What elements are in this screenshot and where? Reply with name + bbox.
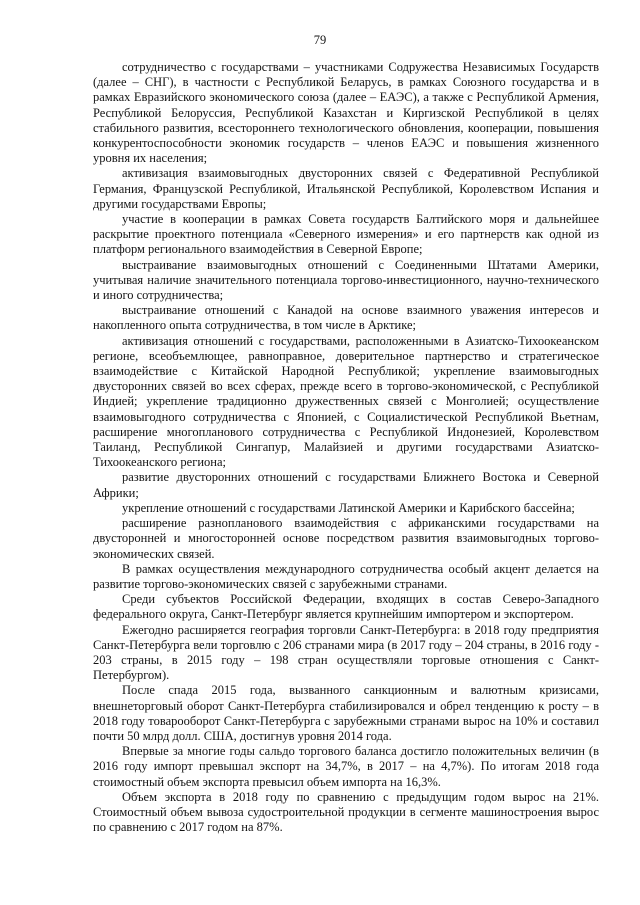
paragraph-spb-importer: Среди субъектов Российской Федерации, входящих в состав Северо-Западного федерального округа, Санкт-Петербург является крупнейшим импортером и экспортером. [93, 592, 599, 622]
document-body [93, 60, 599, 835]
paragraph-baltic: участие в кооперации в рамках Совета государств Балтийского моря и дальнейшее раскрытие проектного потенциала «Северного измерения» и его партнерств как одной из платформ регионального взаимодействия в Северной Европе; [93, 212, 599, 257]
paragraph-export-volume: Объем экспорта в 2018 году по сравнению с предыдущим годом вырос на 21%. Стоимостный объем вывоза судостроительной продукции в сегменте машиностроения вырос по сравнению с 2017 годом на 87%. [93, 789, 599, 835]
paragraph-canada: выстраивание отношений с Канадой на основе взаимного уважения интересов и накопленного опыта сотрудничества, в том числе в Арктике; [93, 303, 599, 333]
paragraph-europe: активизация взаимовыгодных двусторонних связей с Федеративной Республикой Германия, Французской Республикой, Итальянской Республикой, Королевством Испания и другими государствами Европы; [93, 166, 599, 211]
paragraph-asia-pacific: активизация отношений с государствами, расположенными в Азиатско-Тихоокеанском регионе, всеобъемлющее, равноправное, доверительное партнерство и стратегическое взаимодействие с Китайской Народной Республикой; укрепление взаимовыгодных двусторонних связей во всех сферах, прежде всего в торгово-экономической, с Республикой Индией; укрепление традиционно дружественных связей с Монголией; осуществление взаимовыгодного сотрудничества с Японией, с Социалистической Республикой Вьетнам, расширение многопланового сотрудничества с Республикой Индонезией, Королевством Таиланд, Республикой Сингапур, Малайзией и другими государствами Азиатско-Тихоокеанского региона; [93, 333, 599, 470]
paragraph-trade-balance: Впервые за многие годы сальдо торгового баланса достигло положительных величин (в 2016 году импорт превышал экспорт на 34,7%, в 2017 – на 4,7%). По итогам 2018 года стоимостный объем экспорта превысил объем импорта на 16,3%. [93, 744, 599, 789]
paragraph-usa: выстраивание взаимовыгодных отношений с Соединенными Штатами Америки, учитывая наличие значительного потенциала торгово-инвестиционного, научно-технического и иного сотрудничества; [93, 257, 599, 303]
paragraph-cis-cooperation: сотрудничество с государствами – участниками Содружества Независимых Государств (далее – СНГ), в частности с Республикой Беларусь, в рамках Союзного государства и в рамках Евразийского экономического союза (далее – ЕАЭС), а также с Республикой Армения, Республикой Белоруссия, Республикой Казахстан и Киргизской Республикой в целях стабильного развития, всестороннего технологического обновления, кооперации, повышения конкурентоспособности экономик государств – членов ЕАЭС и повышения жизненного уровня их населения; [93, 60, 599, 166]
paragraph-africa: расширение разнопланового взаимодействия с африканскими государствами на двусторонней и многосторонней основе посредством развития взаимовыгодных торгово-экономических связей. [93, 516, 599, 561]
paragraph-trade-focus: В рамках осуществления международного сотрудничества особый акцент делается на развитие торгово-экономических связей с зарубежными странами. [93, 561, 599, 591]
paragraph-latin-america: укрепление отношений с государствами Латинской Америки и Карибского бассейна; [122, 500, 575, 515]
paragraph-trade-geography: Ежегодно расширяется география торговли Санкт-Петербурга: в 2018 году предприятия Санкт-Петербурга вели торговлю с 206 странами мира (в 2017 году – 204 страны, в 2016 году - 203 страны, в 2015 году – 198 стран осуществляли торговые отношения с Санкт-Петербургом). [93, 622, 599, 683]
paragraph-middle-east: развитие двусторонних отношений с государствами Ближнего Востока и Северной Африки; [93, 470, 599, 500]
page-number: 79 [313, 33, 327, 47]
paragraph-trade-turnover: После спада 2015 года, вызванного санкционным и валютным кризисами, внешнеторговый оборот Санкт-Петербурга стабилизировался и обрел тенденцию к росту – в 2018 году товарооборот Санкт-Петербурга с зарубежными странами вырос на 10% и составил почти 50 млрд долл. США, достигнув уровня 2014 года. [93, 683, 599, 743]
